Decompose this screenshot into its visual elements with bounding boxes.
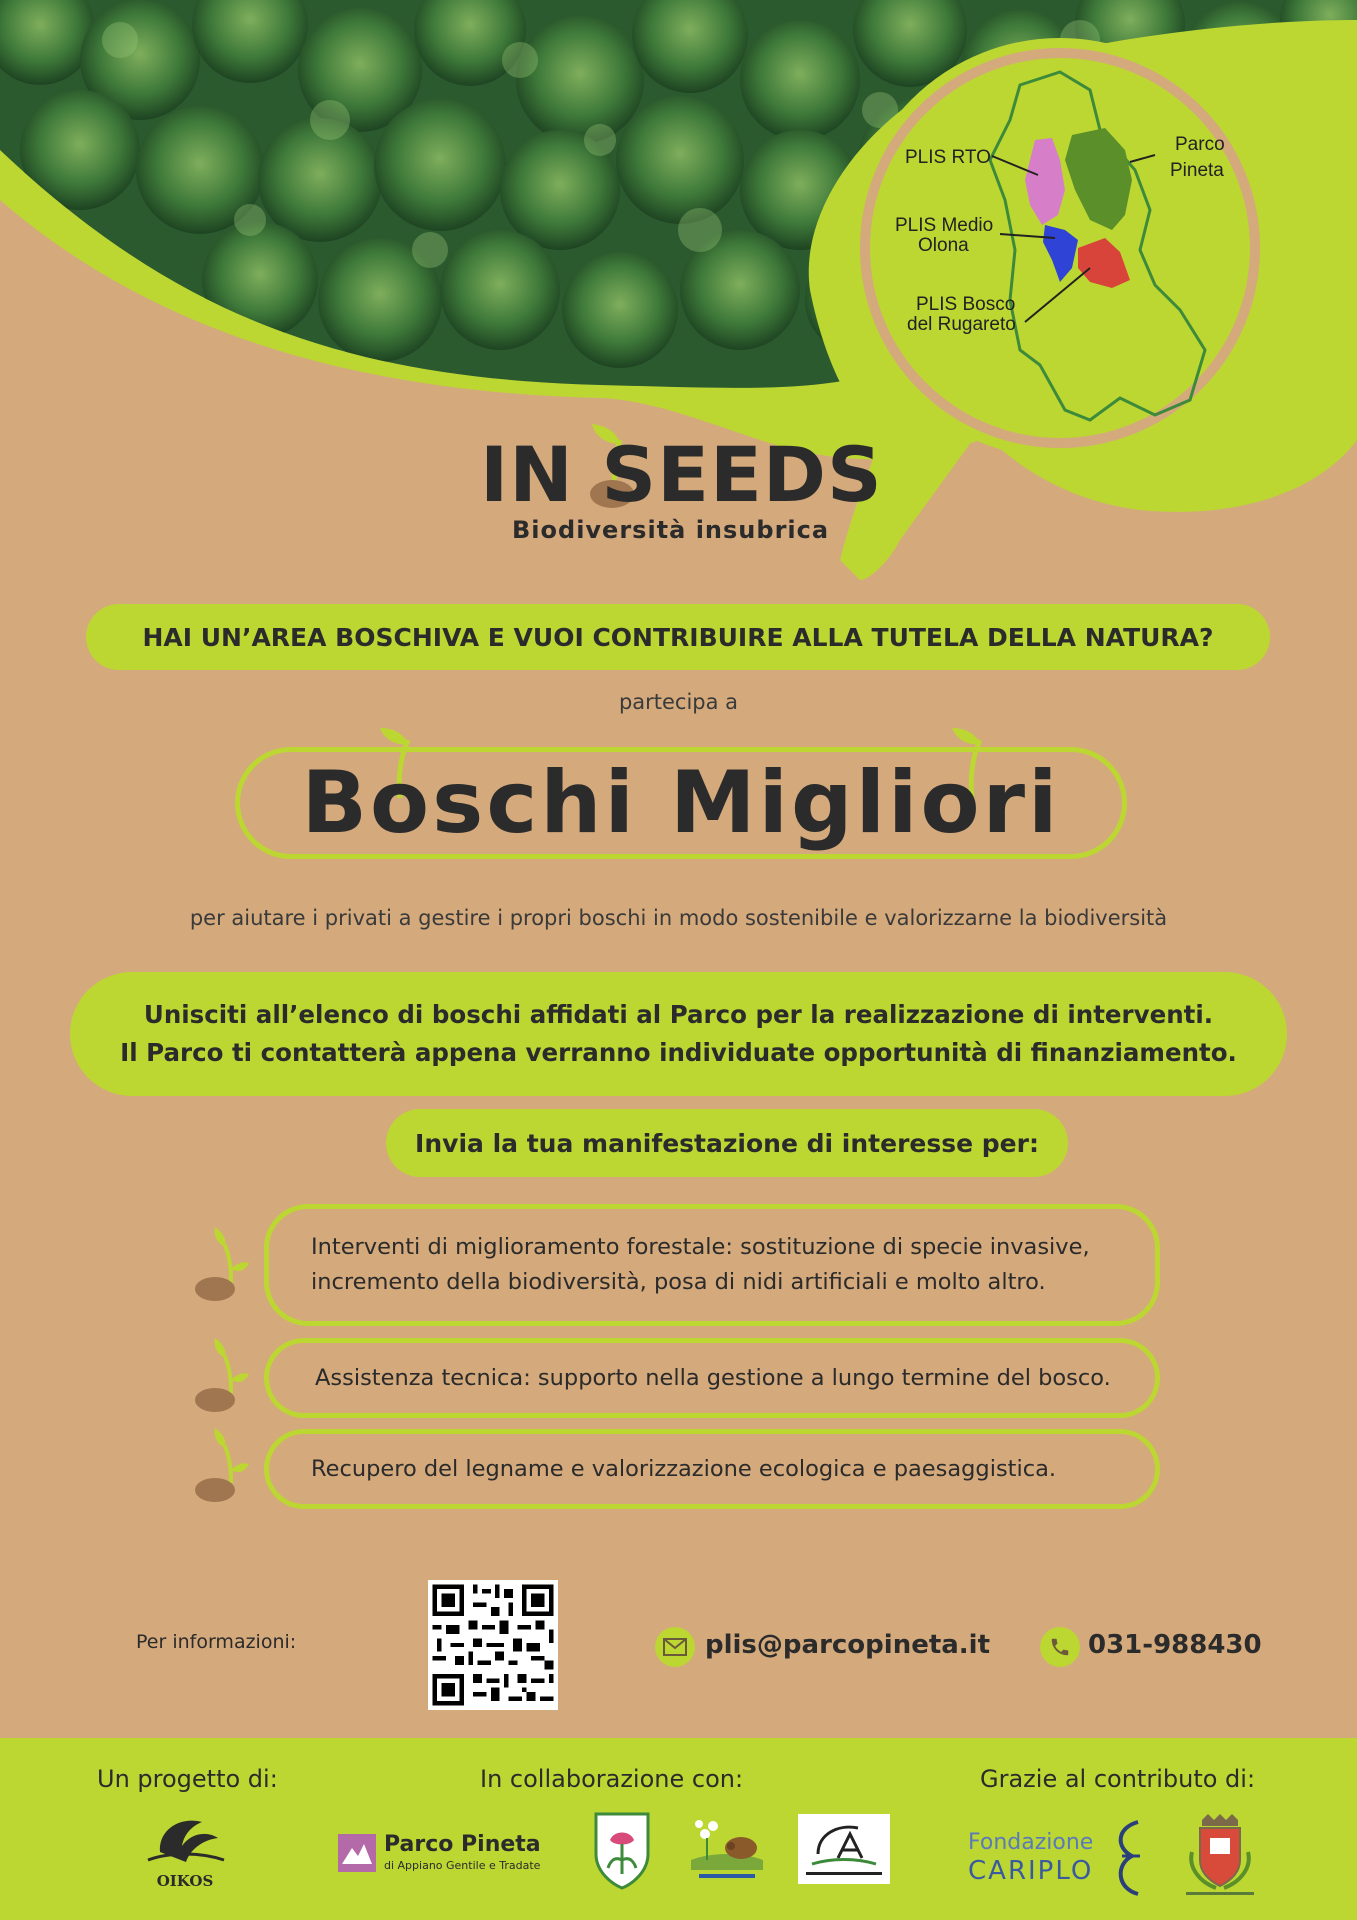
- send-interest-banner: [386, 1109, 1068, 1177]
- program-title: Boschi Migliori: [301, 753, 1061, 853]
- seed-sprout-icon: [193, 1336, 253, 1426]
- option-1-line-2: incremento della biodiversità, posa di nidi artificiali e molto altro.: [311, 1269, 1046, 1295]
- parco-mughetti-logo: [685, 1812, 769, 1884]
- map-label-parco-pineta-2: Pineta: [1170, 160, 1224, 181]
- inseeds-logo: [470, 420, 890, 560]
- parco-pineta-wordmark: Parco Pineta: [384, 1832, 541, 1857]
- monte-barro-logo: [592, 1810, 652, 1890]
- collaboration-heading: In collaborazione con:: [480, 1765, 744, 1793]
- parco-pineta-subtitle: di Appiano Gentile e Tradate: [384, 1859, 541, 1872]
- map-label-bosco-2: del Rugareto: [907, 314, 1016, 335]
- oikos-wordmark: OIKOS: [156, 1872, 214, 1890]
- seed-sprout-icon: [193, 1225, 253, 1315]
- phone-icon: [1040, 1627, 1080, 1667]
- map-label-medio-olona: PLIS Medio: [895, 215, 994, 236]
- qr-code[interactable]: [428, 1580, 558, 1710]
- fondazione-wordmark: Fondazione: [968, 1830, 1094, 1855]
- send-interest-text: Invia la tua manifestazione di interesse per:: [415, 1128, 1039, 1158]
- brand-name: IN SEEDS: [480, 430, 883, 519]
- option-technical-assistance: [264, 1338, 1160, 1418]
- option-timber-recovery: [264, 1429, 1160, 1509]
- option-forest-improvement: [264, 1204, 1160, 1326]
- project-heading: Un progetto di:: [97, 1765, 278, 1793]
- cariplo-wordmark: CARIPLO: [968, 1856, 1094, 1886]
- map-label-bosco: PLIS Bosco: [916, 294, 1016, 315]
- map-label-parco-pineta: Parco: [1175, 134, 1225, 155]
- option-1-line-1: Interventi di miglioramento forestale: sostituzione di specie invasive,: [311, 1234, 1090, 1260]
- parco-pineta-logo: [338, 1832, 568, 1876]
- join-banner: [70, 972, 1287, 1096]
- seed-sprout-icon: [193, 1426, 253, 1516]
- phone-link[interactable]: 031-988430: [1088, 1630, 1262, 1660]
- brand-tagline: Biodiversità insubrica: [512, 516, 830, 544]
- participate-text: partecipa a: [618, 690, 739, 714]
- map-label-medio-olona-2: Olona: [918, 235, 969, 256]
- question-text: HAI UN’AREA BOSCHIVA E VUOI CONTRIBUIRE ALLA TUTELA DELLA NATURA?: [142, 622, 1214, 652]
- centro-flora-autoctona-logo: [798, 1814, 890, 1884]
- join-line-2: Il Parco ti contatterà appena verranno individuate opportunità di finanziamento.: [120, 1038, 1237, 1067]
- contribution-heading: Grazie al contributo di:: [980, 1765, 1256, 1793]
- email-icon: [655, 1627, 695, 1667]
- fondazione-cariplo-logo: [968, 1826, 1148, 1896]
- email-link[interactable]: plis@parcopineta.it: [705, 1630, 991, 1660]
- comune-crest-logo: [1182, 1812, 1258, 1896]
- option-3-line-1: Recupero del legname e valorizzazione ecologica e paesaggistica.: [311, 1455, 1057, 1482]
- question-banner: [86, 604, 1270, 670]
- info-label: Per informazioni:: [136, 1631, 297, 1653]
- map-label-plis-rto: PLIS RTO: [905, 147, 991, 168]
- help-text: per aiutare i privati a gestire i propri boschi in modo sostenibile e valorizzarne la biodiversità: [189, 906, 1168, 930]
- join-line-1: Unisciti all’elenco di boschi affidati al Parco per la realizzazione di interventi.: [143, 1000, 1214, 1029]
- option-2-line-1: Assistenza tecnica: supporto nella gestione a lungo termine del bosco.: [315, 1364, 1111, 1391]
- oikos-logo: [140, 1812, 230, 1888]
